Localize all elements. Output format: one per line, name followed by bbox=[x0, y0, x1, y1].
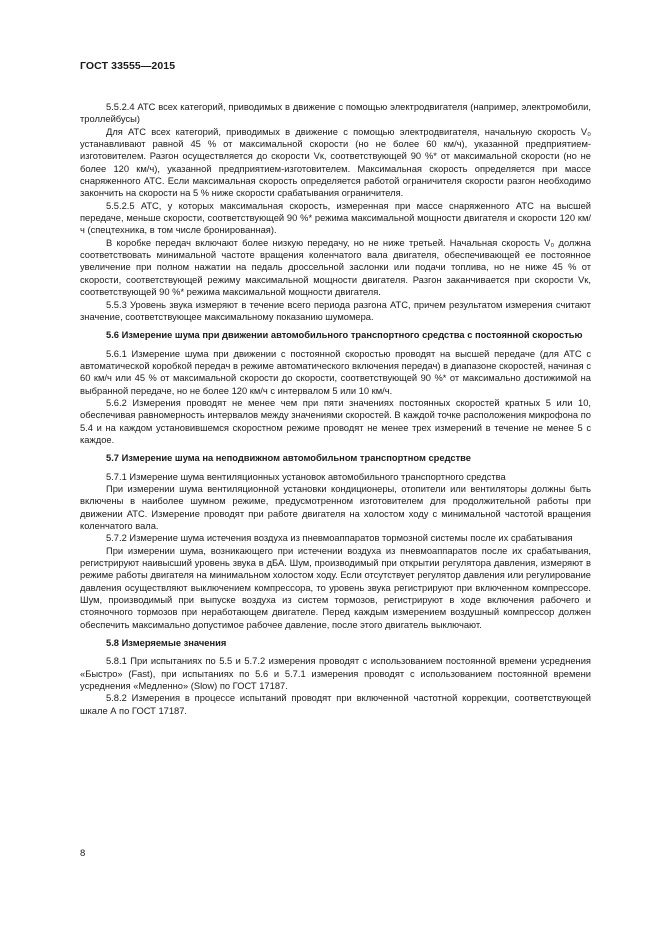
clause-5-7-1: 5.7.1 Измерение шума вентиляционных установок автомобильного транспортного средства bbox=[106, 471, 506, 482]
paragraph: При измерении шума вентиляционной установки кондиционеры, отопители или вентиляторы должны быть включены в наиболее шумном режиме, предусмотренном изготовителем для продолжительной работы при движении АТС. Измерение проводят при работе двигателя на холостом ходу с минимальной частотой вращения коленчатого вала. bbox=[80, 483, 591, 531]
paragraph: Для АТС всех категорий, приводимых в движение с помощью электродвигателя, начальную скорость V₀ устанавливают равной 45 % от максимальной скорости (но не более 60 км/ч), указанной предприятием-изготовителем. Разгон осуществляется до скорости Vк, соответствующей 90 %* от максимальной скорости (но не более 120 км/ч), указанной предприятием-изготовителем. Максимальная скорость определяется при массе снаряженного АТС. Если максимальная скорость определяется работой ограничителя скорости разгон необходимо закончить на скорости на 5 % ниже скорости срабатывания ограничителя. bbox=[80, 126, 591, 199]
clause-5-8-1: 5.8.1 При испытаниях по 5.5 и 5.7.2 измерения проводят с использованием постоянной времени усреднения «Быстро» (Fast), при испытаниях по 5.6 и 5.7.1 измерения проводят с использованием постоянной времени усреднения «Медленно» (Slow) по ГОСТ 17187. bbox=[80, 656, 591, 692]
clause-5-8-2: 5.8.2 Измерения в процессе испытаний проводят при включенной частотной коррекции, соответствующей шкале А по ГОСТ 17187. bbox=[80, 693, 591, 716]
document-header: ГОСТ 33555—2015 bbox=[80, 60, 176, 72]
section-heading-5-7: 5.7 Измерение шума на неподвижном автомобильном транспортном средстве bbox=[106, 453, 471, 464]
clause-5-5-3: 5.5.3 Уровень звука измеряют в течение всего периода разгона АТС, причем результатом измерения считают значение, соответствующее максимальному показанию шумомера. bbox=[80, 299, 591, 322]
clause-5-5-2-5: 5.5.2.5 АТС, у которых максимальная скорость, измеренная при массе снаряженного АТС на высшей передаче, меньше скорости, соответствующей 90 %* режима максимальной мощности двигателя и скорости 120 км/ч (спецтехника, в том числе бронированная). bbox=[80, 200, 591, 236]
clause-5-5-2-4: 5.5.2.4 АТС всех категорий, приводимых в движение с помощью электродвигателя (например, электромобили, троллейбусы) bbox=[80, 102, 591, 125]
clause-5-7-2: 5.7.2 Измерение шума истечения воздуха из пневмоаппаратов тормозной системы после их срабатывания bbox=[106, 533, 573, 544]
clause-5-6-1: 5.6.1 Измерение шума при движении с постоянной скоростью проводят на высшей передаче (для АТС с автоматической коробкой передач в режиме автоматического включения передач) в диапазоне скоростей, начиная с 60 км/ч или 45 % от максимальной скорости до скорости, соответствующей 90 %* от максимально достижимой на выбранной передаче, но не более 120 км/ч с интервалом 5 или 10 км/ч. bbox=[80, 348, 591, 396]
section-heading-5-6: 5.6 Измерение шума при движении автомобильного транспортного средства с постоянной скоростью bbox=[106, 330, 583, 341]
section-heading-5-8: 5.8 Измеряемые значения bbox=[106, 638, 227, 649]
page-number: 8 bbox=[80, 848, 86, 859]
document-body bbox=[80, 101, 591, 717]
paragraph: При измерении шума, возникающего при истечении воздуха из пневмоаппаратов после их срабатывания, регистрируют наивысший уровень звука в дБА. Шум, производимый при открытии регулятора давления, измеряют в режиме работы двигателя на минимальном холостом ходу. Если отсутствует регулятор давления или регулирование давления осуществляют выключением компрессора, то уровень звука регистрируют при включенном компрессоре. Шум, производимый при выпуске воздуха из систем тормозов, регистрируют в ходе включения рабочего и стояночного тормозов при неработающем двигателе. Перед каждым измерением воздушный компрессор должен обеспечить максимально допустимое рабочее давление, после этого двигатель выключают. bbox=[80, 545, 591, 630]
clause-5-6-2: 5.6.2 Измерения проводят не менее чем при пяти значениях постоянных скоростей кратных 5 или 10, обеспечивая равномерность интервалов между значениями скоростей. В каждой точке расположения микрофона по 5.4 и на каждом установившемся скоростном режиме проводят не менее трех измерений в течение не менее 5 с каждое. bbox=[80, 397, 591, 445]
paragraph: В коробке передач включают более низкую передачу, но не ниже третьей. Начальная скорость V₀ должна соответствовать минимальной частоте вращения коленчатого вала двигателя, обеспечивающей ее постоянное увеличение при полном нажатии на педаль дроссельной заслонки или подачи топлива, но не ниже 45 % от скорости, соответствующей режиму максимальной мощности двигателя. Разгон заканчивается при скорости Vк, соответствующей 90 %* режима максимальной мощности двигателя. bbox=[80, 237, 591, 298]
